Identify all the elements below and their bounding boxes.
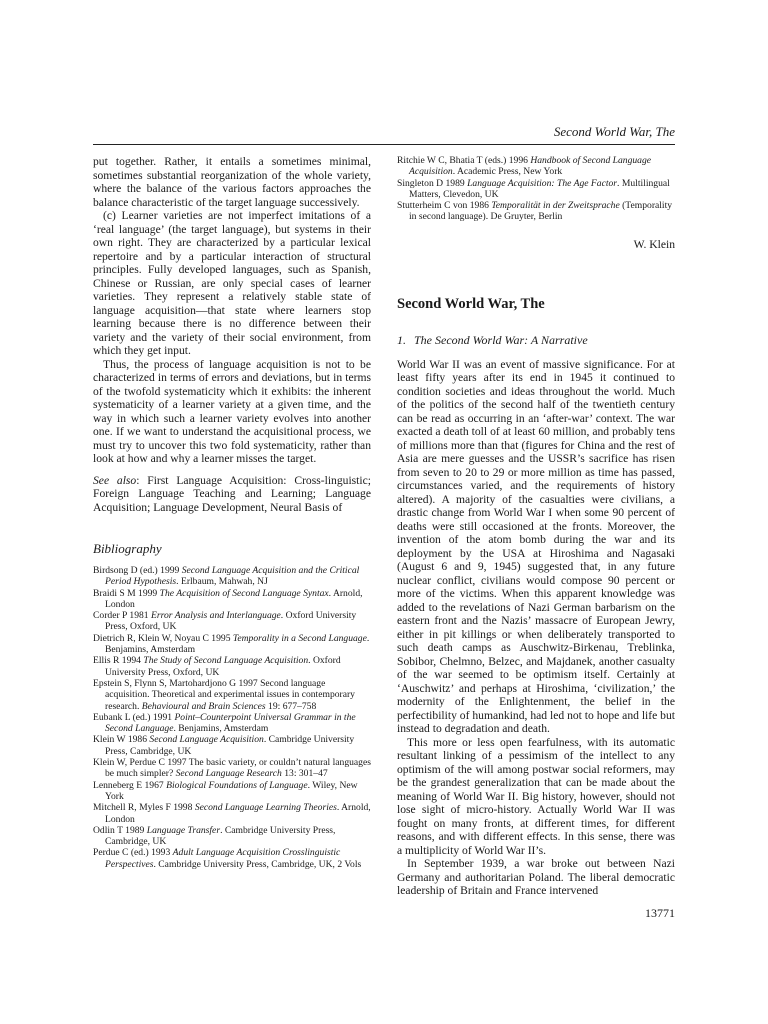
entry-author: Braidi S M 1999: [93, 587, 160, 599]
entry-title: Biological Foundations of Language: [166, 779, 308, 791]
section-title: Second World War, The: [397, 295, 545, 312]
entry-publisher: . Benjamins, Amsterdam: [105, 632, 370, 656]
entry-publisher: . Cambridge University Press, Cambridge, UK, 2 Vols: [153, 858, 362, 870]
entry-publisher: . Cambridge University Press, Cambridge, UK: [105, 824, 336, 848]
header-rule: [93, 144, 675, 145]
paragraph: put together. Rather, it entails a sometimes minimal, sometimes substantial reorganization of the whole variety, where the balance of the various factors approaches the balance characteristic of the target language successively.: [93, 155, 371, 209]
entry-publisher: . Multilingual Matters, Clevedon, UK: [409, 177, 670, 200]
entry-author: Klein W 1986: [93, 734, 150, 746]
entry-author: Klein W, Perdue C 1997 The basic variety, or couldn’t natural languages be much simpler?: [93, 757, 371, 780]
entry-author: Lenneberg E 1967: [93, 779, 167, 791]
bibliography-entry: [93, 734, 371, 757]
bibliography-title: Bibliography: [93, 541, 162, 556]
entry-publisher: 19: 677–758: [265, 700, 317, 712]
subsection-title: The Second World War: A Narrative: [414, 332, 588, 347]
running-head: Second World War, The: [553, 124, 675, 139]
bibliography-entry: [93, 655, 371, 678]
left-column: [93, 155, 371, 870]
entry-publisher: . Wiley, New York: [105, 779, 358, 802]
left-body: [93, 155, 371, 466]
bibliography-entry: [93, 780, 371, 803]
entry-title: Language Acquisition: The Age Factor: [467, 177, 618, 189]
entry-title: The Acquisition of Second Language Syntax: [159, 587, 329, 599]
entry-author: Epstein S, Flynn S, Martohardjono G 1997 Second language acquisition. Theoretical and experimental issues in contemporary research.: [93, 677, 355, 712]
bibliography-entry: [93, 633, 371, 656]
paragraph: This more or less open fearfulness, with its automatic resultant linking of a pessimism of the intellect to any optimism of the will among postwar social reformers, may be the grandest generalization that can be made about the meaning of World War II. Big history, however, should not lose sight of micro-history. Actually World War II was fought on many fronts, at different times, for different reasons, and with different effects. In this sense, there was a multiplicity of World War II’s.: [397, 735, 675, 857]
bibliography-entry: [93, 802, 371, 825]
paragraph: Thus, the process of language acquisition is not to be characterized in terms of errors and deviations, but in terms of the twofold systematicity which it exhibits: the inherent systematicity of a learner variety at a given time, and the way in which such a learner variety evolves into another one. If we want to understand the acquisitional process, we must try to uncover this two fold systematicity, rather than look at how and why a learner misses the target.: [93, 357, 371, 465]
entry-author: Corder P 1981: [93, 610, 152, 622]
bibliography-entry: [397, 178, 675, 201]
see-also-text: : First Language Acquisition: Cross-linguistic; Foreign Language Teaching and Learning; Language Acquisition; Language Development, Neural Basis of: [93, 473, 371, 514]
entry-author: Birdsong D (ed.) 1999: [93, 565, 182, 576]
bibliography-entry: [93, 757, 371, 780]
entry-author: Mitchell R, Myles F 1998: [93, 802, 195, 814]
paragraph: (c) Learner varieties are not imperfect imitations of a ‘real language’ (the target language), but systems in their own right. They are characterized by a particular lexical repertoire and by a particular interaction of structural principles. Fully developed languages, such as Spanish, Chinese or Russian, are only special cases of learner varieties. They represent a relatively stable state of language acquisition—that state where learners stop learning because there is no difference between their variety and the variety of their social environment, from which they get input.: [93, 209, 371, 357]
subsection-heading: [397, 333, 675, 348]
entry-publisher: (Temporality in second language). De Gruyter, Berlin: [409, 200, 673, 223]
bibliography-entry: [397, 200, 675, 223]
entry-title: Handbook of Second Language Acquisition: [409, 155, 652, 178]
entry-title: Temporalität in der Zweitsprache: [491, 200, 620, 212]
right-column: [397, 155, 675, 898]
entry-title: Behavioural and Brain Sciences: [141, 700, 266, 712]
entry-publisher: . Oxford University Press, Oxford, UK: [105, 610, 357, 633]
entry-author: Dietrich R, Klein W, Noyau C 1995: [93, 632, 233, 644]
entry-publisher: . Oxford University Press, Oxford, UK: [105, 655, 341, 678]
entry-author: Ritchie W C, Bhatia T (eds.) 1996: [397, 155, 531, 166]
bibliography-entry: [93, 825, 371, 848]
entry-author: Singleton D 1989: [397, 177, 468, 189]
entry-title: Error Analysis and Interlanguage: [151, 610, 281, 622]
entry-publisher: . Cambridge University Press, Cambridge, UK: [105, 734, 355, 757]
entry-publisher: . Arnold, London: [105, 802, 371, 825]
entry-author: Stutterheim C von 1986: [397, 200, 492, 212]
entry-title: Second Language Acquisition: [149, 734, 264, 746]
bibliography-list: [93, 565, 371, 870]
author-signature: W. Klein: [633, 237, 675, 251]
entry-title: Adult Language Acquisition Crosslinguistic Perspectives: [105, 847, 341, 870]
entry-publisher: . Arnold, London: [105, 587, 363, 610]
entry-title: Language Transfer: [146, 824, 221, 836]
entry-title: Second Language Acquisition and the Critical Period Hypothesis: [105, 565, 360, 588]
entry-publisher: 13: 301–47: [281, 768, 328, 780]
entry-publisher: . Erlbaum, Mahwah, NJ: [176, 576, 268, 588]
bibliography-entry: [93, 565, 371, 588]
bibliography-entry: [93, 610, 371, 633]
entry-title: Second Language Research: [175, 768, 282, 780]
see-also-label: See also: [93, 473, 137, 487]
entry-publisher: . Academic Press, New York: [452, 166, 563, 178]
subsection-number: 1.: [397, 332, 406, 347]
entry-author: Perdue C (ed.) 1993: [93, 847, 173, 859]
right-body: [397, 358, 675, 898]
bibliography-continued: [397, 155, 675, 223]
entry-author: Eubank L (ed.) 1991: [93, 711, 175, 723]
entry-title: The Study of Second Language Acquisition: [143, 655, 309, 667]
bibliography-entry: [93, 847, 371, 870]
entry-author: Ellis R 1994: [93, 655, 144, 667]
bibliography-entry: [93, 678, 371, 712]
entry-author: Odlin T 1989: [93, 824, 147, 836]
see-also: [93, 474, 371, 515]
page-number: 13771: [645, 906, 675, 920]
bibliography-entry: [93, 588, 371, 611]
entry-title: Point–Counterpoint Universal Grammar in the Second Language: [105, 711, 356, 735]
entry-title: Temporality in a Second Language: [232, 632, 367, 644]
entry-title: Second Language Learning Theories: [194, 802, 337, 814]
paragraph: In September 1939, a war broke out between Nazi Germany and authoritarian Poland. The liberal democratic leadership of Britain and France intervened: [397, 857, 675, 898]
bibliography-entry: [397, 155, 675, 178]
entry-publisher: . Benjamins, Amsterdam: [173, 723, 269, 735]
paragraph: World War II was an event of massive significance. For at least fifty years after its end in 1945 it continued to condition societies and ideas throughout the world. Much of the politics of the second half of the twentieth century can be read as occurring in an ‘after-war’ context. The war exacted a death toll of at least 60 million, and probably tens of millions more than that (figures for China and the rest of Asia are mere guesses and the USSR’s sacrifice has risen from seven to 20 to 29 or more million as time has passed, circumstances varied, and the requirements of history altered). A majority of the casualties were civilians, a drastic change from World War I when some 90 percent of deaths were still occasioned at the fronts. Moreover, the invention of the atom bomb during the war and its deployment by the USA at Hiroshima and Nagasaki (August 6 and 9, 1945) suggested that, in any future nuclear conflict, civilians would compose 90 percent or more of the victims. When this apparent knowledge was added to the revelations of Nazi German barbarism on the eastern front and the Nazis’ massacre of European Jewry, either in pit killings or when deliberately transported to such death camps as Auschwitz-Birkenau, Treblinka, Sobibor, Chelmno, Belzec, and Majdanek, another casualty of the war seemed to be optimism itself. Certainly at ‘Auschwitz’ and perhaps at Hiroshima, ‘civilization,’ the modernity of the Enlightenment, the belief in the perfectibility of humankind, had led not to hope and life but instead to degradation and death.: [397, 357, 675, 736]
bibliography-entry: [93, 712, 371, 735]
